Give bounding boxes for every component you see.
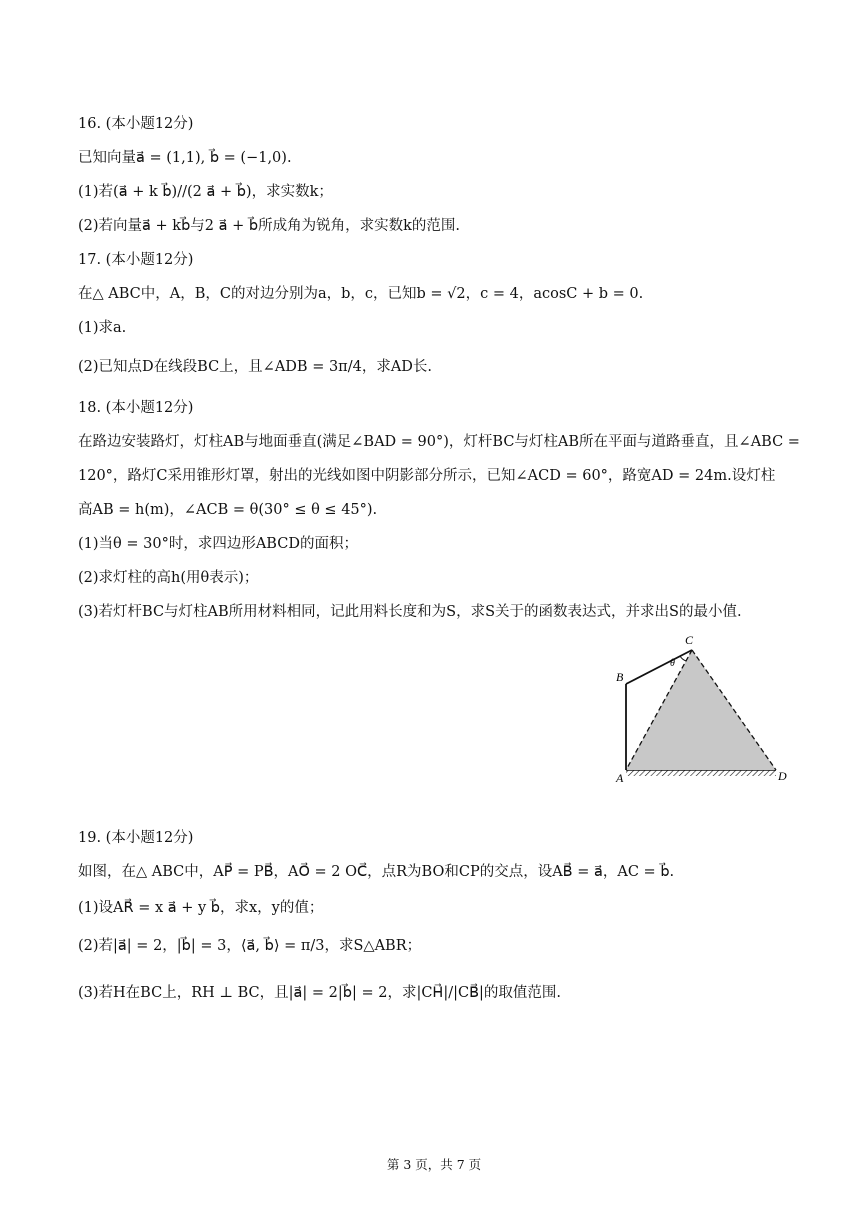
label-theta: θ bbox=[670, 658, 675, 669]
q18-part1: (1)当θ = 30°时，求四边形ABCD的面积； bbox=[78, 536, 358, 552]
q16-header: 16. (本小题12分) bbox=[78, 116, 194, 132]
q17-header: 17. (本小题12分) bbox=[78, 252, 194, 268]
q18-stem-line2: 120°，路灯C采用锥形灯罩，射出的光线如图中阴影部分所示，已知∠ACD = 60°，路宽AD = 24m.设灯柱 bbox=[78, 468, 776, 484]
q18-part2: (2)求灯柱的高h(用θ表示)； bbox=[78, 570, 259, 586]
streetlight-diagram bbox=[606, 628, 796, 788]
q17-part2: (2)已知点D在线段BC上，且∠ADB = 3π/4，求AD长. bbox=[78, 359, 433, 375]
label-c: C bbox=[685, 633, 694, 647]
q18-header: 18. (本小题12分) bbox=[78, 400, 194, 416]
q19-stem: 如图，在△ ABC中，AP⃗ = PB⃗，AO⃗ = 2 OC⃗，点R为BO和CP的交点，设AB⃗ = a⃗，AC = b⃗. bbox=[78, 864, 675, 880]
label-b: B bbox=[616, 670, 624, 684]
q19-header: 19. (本小题12分) bbox=[78, 830, 194, 846]
q16-stem: 已知向量a⃗ = (1,1), b⃗ = (−1,0). bbox=[78, 150, 292, 166]
ground-hatch bbox=[626, 770, 776, 776]
q18-stem-line3: 高AB = h(m)，∠ACB = θ(30° ≤ θ ≤ 45°). bbox=[78, 502, 378, 518]
page-footer: 第 3 页，共 7 页 bbox=[386, 1157, 482, 1172]
q18-part3: (3)若灯杆BC与灯柱AB所用材料相同，记此用料长度和为S，求S关于的函数表达式，并求出S的最小值. bbox=[78, 604, 742, 620]
q17-part1: (1)求a. bbox=[78, 320, 127, 336]
q19-part3: (3)若H在BC上，RH ⊥ BC，且|a⃗| = 2|b⃗| = 2，求|CH⃗|/|CB⃗|的取值范围. bbox=[78, 985, 562, 1001]
q19-part2: (2)若|a⃗| = 2，|b⃗| = 3，⟨a⃗, b⃗⟩ = π/3，求S△ABR； bbox=[78, 938, 422, 954]
q18-figure bbox=[606, 628, 796, 788]
q19-part1: (1)设AR⃗ = x a⃗ + y b⃗，求x，y的值； bbox=[78, 900, 324, 916]
q17-stem: 在△ ABC中，A，B，C的对边分别为a，b，c，已知b = √2，c = 4，acosC + b = 0. bbox=[78, 286, 644, 302]
q16-part1: (1)若(a⃗ + k b⃗)//(2 a⃗ + b⃗)，求实数k； bbox=[78, 184, 333, 200]
light-cone bbox=[626, 650, 776, 770]
q16-part2: (2)若向量a⃗ + kb⃗与2 a⃗ + b⃗所成角为锐角，求实数k的范围. bbox=[78, 218, 460, 234]
theta-arc bbox=[680, 656, 686, 661]
label-a: A bbox=[616, 771, 624, 785]
label-d: D bbox=[778, 769, 787, 783]
q18-stem-line1: 在路边安装路灯，灯柱AB与地面垂直(满足∠BAD = 90°)，灯杆BC与灯柱AB所在平面与道路垂直，且∠ABC = bbox=[78, 434, 800, 450]
